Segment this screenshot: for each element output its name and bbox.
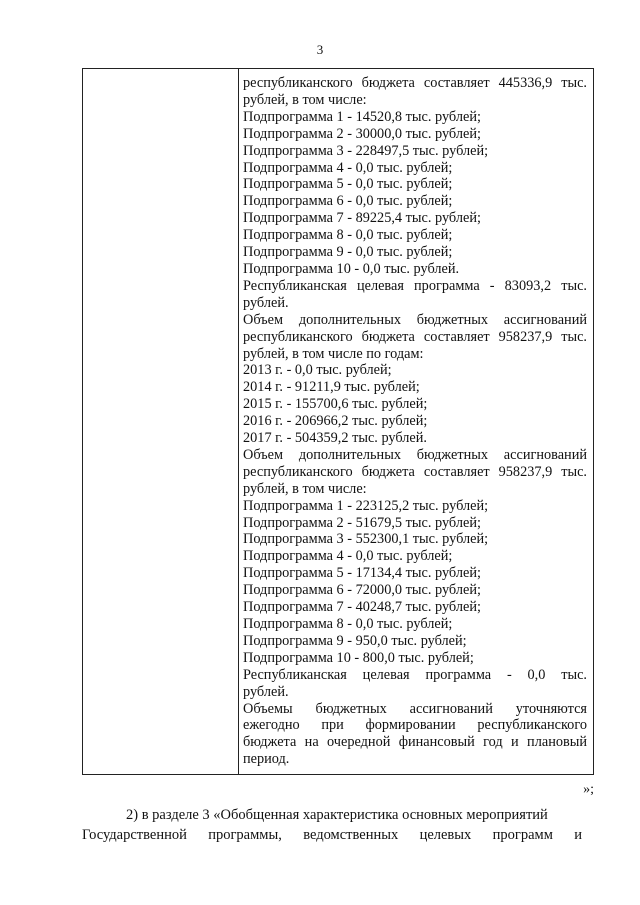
cell-text-line: Объем дополнительных бюджетных ассигнований: [243, 446, 587, 463]
cell-text-line: республиканского бюджета составляет 958237,9 тыс.: [243, 328, 587, 345]
cell-text-line: период.: [243, 751, 290, 768]
closing-quote: »;: [583, 782, 594, 797]
cell-text-line: Подпрограмма 5 - 0,0 тыс. рублей;: [243, 176, 453, 193]
cell-text-line: Подпрограмма 6 - 72000,0 тыс. рублей;: [243, 582, 481, 599]
cell-text-line: Подпрограмма 8 - 0,0 тыс. рублей;: [243, 616, 453, 632]
cell-text-line: Республиканская целевая программа - 0,0 тыс.: [243, 666, 587, 683]
funding-cell: [243, 75, 587, 768]
cell-text-line: рублей, в том числе по годам:: [243, 345, 424, 362]
cell-text-line: 2013 г. - 0,0 тыс. рублей;: [243, 362, 392, 379]
column-divider: [238, 69, 239, 774]
cell-text-line: Подпрограмма 6 - 0,0 тыс. рублей;: [243, 193, 453, 210]
cell-text-line: Подпрограмма 1 - 223125,2 тыс. рублей;: [243, 497, 489, 514]
cell-text-line: Подпрограмма 4 - 0,0 тыс. рублей;: [243, 159, 453, 176]
cell-text-line: Подпрограмма 9 - 950,0 тыс. рублей;: [243, 632, 467, 649]
cell-text-line: Объемы бюджетных ассигнований уточняются: [243, 700, 587, 717]
cell-text-line: Объем дополнительных бюджетных ассигнований: [243, 311, 587, 328]
cell-text-line: Подпрограмма 8 - 0,0 тыс. рублей;: [243, 227, 453, 244]
cell-text-line: Подпрограмма 9 - 0,0 тыс. рублей;: [243, 244, 453, 261]
passport-table: [82, 68, 594, 775]
cell-text-line: Подпрограмма 4 - 0,0 тыс. рублей;: [243, 548, 453, 565]
cell-text-line: республиканского бюджета составляет 958237,9 тыс.: [243, 463, 587, 480]
cell-text-line: Подпрограмма 3 - 228497,5 тыс. рублей;: [243, 142, 489, 159]
cell-text-line: Подпрограмма 2 - 51679,5 тыс. рублей;: [243, 514, 481, 531]
cell-text-line: 2016 г. - 206966,2 тыс. рублей;: [243, 413, 428, 430]
amendment-paragraph-line-2: Государственной программы, ведомственных целевых программ и: [82, 827, 582, 843]
cell-text-line: Подпрограмма 2 - 30000,0 тыс. рублей;: [243, 125, 481, 142]
cell-text-line: 2017 г. - 504359,2 тыс. рублей.: [243, 430, 427, 447]
cell-text-line: 2014 г. - 91211,9 тыс. рублей;: [243, 379, 420, 396]
cell-text-line: Подпрограмма 10 - 0,0 тыс. рублей.: [243, 260, 460, 277]
cell-text-line: рублей.: [243, 294, 289, 311]
cell-text-line: Подпрограмма 7 - 89225,4 тыс. рублей;: [243, 210, 481, 227]
cell-text-line: Подпрограмма 10 - 800,0 тыс. рублей;: [243, 649, 474, 666]
amendment-paragraph-line-1: 2) в разделе 3 «Обобщенная характеристика основных мероприятий: [126, 807, 548, 823]
cell-text-line: Подпрограмма 5 - 17134,4 тыс. рублей;: [243, 565, 481, 582]
cell-text-line: Республиканская целевая программа - 83093,2 тыс.: [243, 277, 587, 294]
cell-text-line: бюджета на очередной финансовый год и плановый: [243, 734, 587, 751]
cell-text-line: ежегодно при формировании республиканского: [243, 717, 587, 734]
cell-text-line: 2015 г. - 155700,6 тыс. рублей;: [243, 396, 428, 413]
cell-text-line: рублей.: [243, 683, 289, 700]
cell-text-line: Подпрограмма 3 - 552300,1 тыс. рублей;: [243, 531, 489, 548]
cell-text-line: Подпрограмма 1 - 14520,8 тыс. рублей;: [243, 108, 481, 125]
cell-text-line: рублей, в том числе:: [243, 91, 367, 108]
page-number: 3: [316, 42, 324, 57]
cell-text-line: рублей, в том числе:: [243, 480, 367, 497]
cell-text-line: Подпрограмма 7 - 40248,7 тыс. рублей;: [243, 599, 481, 616]
cell-text-line: республиканского бюджета составляет 445336,9 тыс.: [243, 75, 587, 91]
